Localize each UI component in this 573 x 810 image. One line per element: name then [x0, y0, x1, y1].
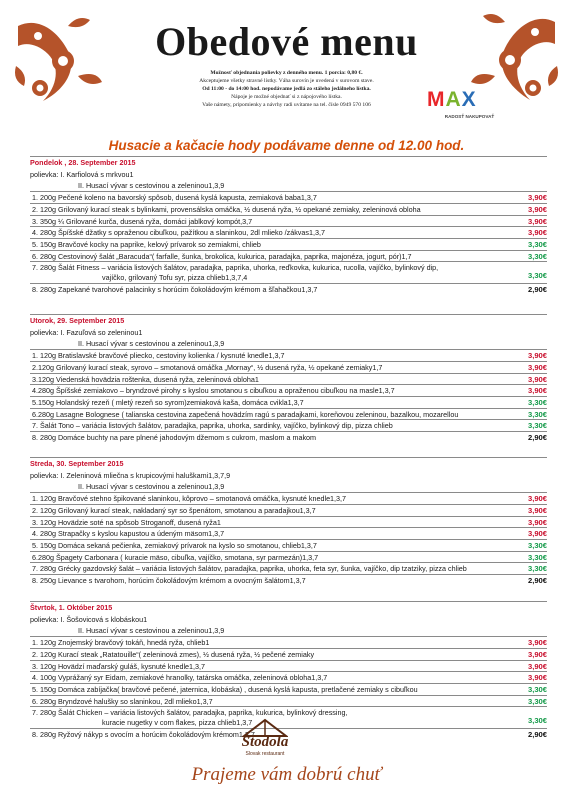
- max-logo-letter: X: [461, 88, 477, 111]
- info-line: Vaše námety, pripomienky a návrhy radi uvítame na tel. čísle 0949 570 106: [202, 102, 371, 108]
- menu-item: 4. 100g Vyprážaný syr Eidam, zemiakové hranolky, tatárska omáčka, zeleninová obloha1,3,7: [32, 673, 328, 683]
- menu-item: 6.280g Lasagne Bolognese ( talianska cestovina zapečená hovädzím ragú s paradajkami, koreňovou zeleninou, bazalkou, mozarellou: [32, 409, 459, 419]
- separator-line: [30, 215, 547, 216]
- separator-line: [30, 457, 547, 458]
- separator-line: [30, 695, 547, 696]
- day-title: Pondelok , 28. September 2015: [30, 158, 136, 167]
- stodola-logo: [222, 718, 308, 762]
- menu-item-price: 3,30€: [527, 239, 547, 249]
- soup-line: polievka: I. Fazuľová so zeleninou1: [30, 327, 143, 337]
- menu-item-price: 3,30€: [527, 684, 547, 694]
- info-line: Akceptujeme všetky stravné lístky. Váha surovín je uvedená v surovom stave.: [199, 78, 374, 84]
- menu-item-price: 3,90€: [527, 204, 547, 214]
- menu-item: 7. 280g Šalát Chicken – variácia listových šalátov, paradajka, paprika, kukurica, bylinkový dressing,: [32, 708, 348, 718]
- separator-line: [30, 504, 547, 505]
- soup-line: polievka: I. Zeleninová mliečna s krupicovými haluškami1,3,7,9: [30, 470, 231, 480]
- menu-item: 5.150g Holandský rezeň ( mletý rezeň so syrom)zemiaková kaša, domáca cvikla1,3,7: [32, 397, 304, 407]
- separator-line: [30, 373, 547, 374]
- separator-line: [30, 349, 547, 350]
- menu-item-price: 3,90€: [527, 193, 547, 203]
- menu-item-price: 3,90€: [527, 517, 547, 527]
- separator-line: [30, 527, 547, 528]
- menu-item: 4.280g Špíšské zemiakovo – bryndzové pirohy s kyslou smotanou s cibuľkou a opraženou cibuľkou na masle1,3,7: [32, 386, 395, 396]
- menu-item: 7. 280g Grécky gazdovský šalát – variácia listových šalátov, paradajka, paprika, uhorka, feta syr, šunka, vajíčko, dip tzatziky, pizza chlieb: [32, 564, 467, 574]
- menu-item-price: 3,90€: [527, 386, 547, 396]
- separator-line: [30, 261, 547, 262]
- menu-item: 5. 150g Domáca sekaná pečienka, zemiakový prívarok na kyslo so smotanou, chlieb1,3,7: [32, 540, 317, 550]
- separator-line: [30, 562, 547, 563]
- menu-item-price: 3,30€: [527, 409, 547, 419]
- info-line: Nápoje je možné objednať si z nápojového lístka.: [231, 94, 342, 100]
- info-line: Možnosť objednania polievky z denného menu. 1 porcia: 0,80 €.: [210, 70, 363, 76]
- menu-item: 3. 120g Hovädzí maďarský guláš, kysnuté knedle1,3,7: [32, 661, 206, 671]
- menu-item: 2. 120g Grilovaný kurací steak, nakladaný syr so špenátom, smotanou a paradajkou1,3,7: [32, 505, 316, 515]
- menu-item-price: 2,90€: [527, 576, 547, 585]
- separator-line: [30, 191, 547, 192]
- menu-item: 8. 280g Domáce buchty na pare plnené jahodovým džemom s cukrom, maslom a makom: [32, 433, 317, 442]
- menu-item-price: 3,90€: [527, 638, 547, 648]
- separator-line: [30, 431, 547, 432]
- menu-item-price: 3,90€: [527, 362, 547, 372]
- menu-item: 8. 250g Lievance s tvarohom, horúcim čokoládovým krémom a ovocným šalátom1,3,7: [32, 576, 306, 585]
- max-logo: [427, 88, 512, 128]
- menu-item: 1. 200g Pečené koleno na bavorský spôsob, dusená kyslá kapusta, zemiaková baba1,3,7: [32, 193, 317, 203]
- separator-line: [30, 574, 547, 575]
- day-title: Streda, 30. September 2015: [30, 459, 124, 468]
- menu-item: 6. 280g Cestovinový šalát „Baracuda“( farfalle, šunka, brokolica, kukurica, paradajka, paprika, majonéza, jogurt, pór)1,7: [32, 251, 412, 261]
- separator-line: [30, 683, 547, 684]
- separator-line: [30, 203, 547, 204]
- separator-line: [30, 706, 547, 707]
- menu-item: 1. 120g Bravčové stehno špikované slaninkou, kôprovo – smotanová omáčka, kysnuté knedle1,3,7: [32, 494, 347, 504]
- menu-item-price: 3,90€: [527, 673, 547, 683]
- menu-item-price: 3,90€: [527, 494, 547, 504]
- footer-slogan: Prajeme vám dobrú chuť: [191, 764, 382, 785]
- soup-line: II. Husací vývar s cestovinou a zeleninou1,3,9: [78, 181, 225, 191]
- separator-line: [30, 492, 547, 493]
- separator-line: [30, 396, 547, 397]
- separator-line: [30, 314, 547, 315]
- stodola-subtitle: Slovak restaurant: [245, 751, 285, 757]
- menu-item-continuation: vajíčko, grilovaný Tofu syr, pizza chlieb1,3,7,4: [102, 273, 248, 282]
- menu-item-price: 3,30€: [527, 251, 547, 261]
- separator-line: [30, 539, 547, 540]
- separator-line: [30, 238, 547, 239]
- menu-item-price: 3,30€: [527, 696, 547, 706]
- separator-line: [30, 671, 547, 672]
- separator-line: [30, 419, 547, 420]
- max-logo-letter: A: [445, 88, 462, 111]
- menu-item-price: 3,30€: [527, 397, 547, 407]
- menu-item: 3.120g Viedenská hovädzia roštenka, dusená ryža, zeleninová obloha1: [32, 374, 259, 384]
- menu-item-continuation: kuracie nugetky v corn flakes, pizza chlieb1,3,7: [102, 718, 253, 727]
- soup-line: II. Husací vývar s cestovinou a zeleninou1,3,9: [78, 626, 225, 636]
- menu-item: 2. 120g Kurací steak „Ratatouille“( zeleninová zmes), ½ dusená ryža, ½ pečené zemiaky: [32, 649, 315, 659]
- menu-item: 7. 280g Šalát Fitness – variácia listových šalátov, paradajka, paprika, uhorka, reďkovka, kukurica, rucolla, vajíčko, bylinkový dip,: [32, 263, 439, 273]
- menu-item: 2. 120g Grilovaný kurací steak s bylinkami, provensálska omáčka, ½ dusená ryža, ½ opekané zemiaky, zeleninová obloha: [32, 204, 421, 214]
- day-title: Utorok, 29. September 2015: [30, 316, 125, 325]
- menu-item: 4. 280g Strapačky s kyslou kapustou a údeným mäsom1,3,7: [32, 529, 225, 539]
- stodola-name: Stodola: [241, 734, 289, 750]
- menu-item-price: 3,90€: [527, 216, 547, 226]
- menu-item-price: 3,90€: [527, 661, 547, 671]
- menu-item-price: 3,90€: [527, 649, 547, 659]
- menu-item: 7. Šalát Tono – variácia listových šalátov, paradajka, paprika, uhorka, sardinky, vajíčko, bylinkový dip, pizza chlieb: [32, 421, 393, 431]
- soup-line: II. Husací vývar s cestovinou a zeleninou1,3,9: [78, 482, 225, 492]
- separator-line: [30, 660, 547, 661]
- menu-item-price: 2,90€: [527, 729, 547, 739]
- menu-item-price: 3,30€: [527, 540, 547, 550]
- menu-item-price: 3,90€: [527, 374, 547, 384]
- menu-item-price: 3,30€: [527, 552, 547, 562]
- max-logo-letter: M: [427, 88, 446, 111]
- menu-item-price: 2,90€: [527, 433, 547, 442]
- separator-line: [30, 601, 547, 602]
- menu-item: 8. 280g Ryžový nákyp s ovocím a horúcim čokoládovým krémom1,3,7: [32, 729, 255, 739]
- menu-item-price: 3,30€: [527, 716, 547, 725]
- menu-item: 3. 350g ¼ Grilované kurča, dusená ryža, domáci jablkový kompót,3,7: [32, 216, 253, 226]
- menu-item-price: 3,90€: [527, 505, 547, 515]
- menu-item: 1. 120g Znojemský bravčový tokáň, hnedá ryža, chlieb1: [32, 638, 210, 648]
- soup-line: polievka: I. Karfiolová s mrkvou1: [30, 169, 134, 179]
- menu-item: 6. 280g Bryndzové halušky so slaninkou, 2dl mlieko1,3,7: [32, 696, 213, 706]
- menu-item: 5. 150g Bravčové kocky na paprike, kelový prívarok so zemiakmi, chlieb: [32, 239, 261, 249]
- soup-line: polievka: I. Šošovicová s klobáskou1: [30, 614, 148, 624]
- separator-line: [30, 648, 547, 649]
- separator-line: [30, 226, 547, 227]
- menu-item-price: 3,30€: [527, 271, 547, 280]
- separator-line: [30, 283, 547, 284]
- menu-item-price: 2,90€: [527, 284, 547, 294]
- menu-item-price: 3,90€: [527, 529, 547, 539]
- separator-line: [30, 516, 547, 517]
- menu-item: 3. 120g Hovädzie soté na spôsob Stroganoff, dusená ryža1: [32, 517, 221, 527]
- menu-item: 5. 150g Domáca zabíjačka( bravčové pečené, jaternica, klobáska) , dusená kyslá kapusta, pretlačené zemiaky s cibuľkou: [32, 684, 418, 694]
- headline: Husacie a kačacie hody podávame denne od 12.00 hod.: [108, 138, 465, 153]
- soup-line: II. Husací vývar s cestovinou a zeleninou1,3,9: [78, 339, 225, 349]
- separator-line: [30, 361, 547, 362]
- separator-line: [30, 408, 547, 409]
- max-logo-slogan: RADOSŤ NAKUPOVAŤ: [444, 114, 495, 119]
- page-title: Obedové menu: [155, 19, 418, 64]
- separator-line: [30, 551, 547, 552]
- menu-item: 2.120g Grilovaný kurací steak, syrovo – smotanová omáčka „Mornay“, ½ dusená ryža, ½ opekané zemiaky1,7: [32, 362, 383, 372]
- menu-item: 8. 280g Zapekané tvarohové palacinky s horúcim čokoládovým krémom a šľahačkou1,3,7: [32, 284, 318, 294]
- menu-item-price: 3,30€: [527, 421, 547, 431]
- menu-item-price: 3,30€: [527, 564, 547, 574]
- menu-item-price: 3,90€: [527, 351, 547, 361]
- separator-line: [30, 636, 547, 637]
- separator-line: [30, 156, 547, 157]
- separator-line: [30, 250, 547, 251]
- separator-line: [30, 384, 547, 385]
- info-line: Od 11:00 - do 14:00 hod. nepodávame jedlá zo stáleho jedálneho lístka.: [202, 86, 371, 92]
- menu-item: 6.280g Špagety Carbonara ( kuracie mäso, cibuľka, vajíčko, smotana, syr parmezán)1,3,7: [32, 552, 319, 562]
- menu-item: 1. 120g Bratislavské bravčové pliecko, cestoviny kolienka / kysnuté knedle1,3,7: [32, 351, 285, 361]
- day-title: Štvrtok, 1. Október 2015: [30, 603, 113, 612]
- menu-item: 4. 280g Špíšské džatky s opraženou cibuľkou, pažítkou a slaninkou, 2dl mlieko /zákvas1,3,7: [32, 228, 325, 238]
- menu-item-price: 3,90€: [527, 228, 547, 238]
